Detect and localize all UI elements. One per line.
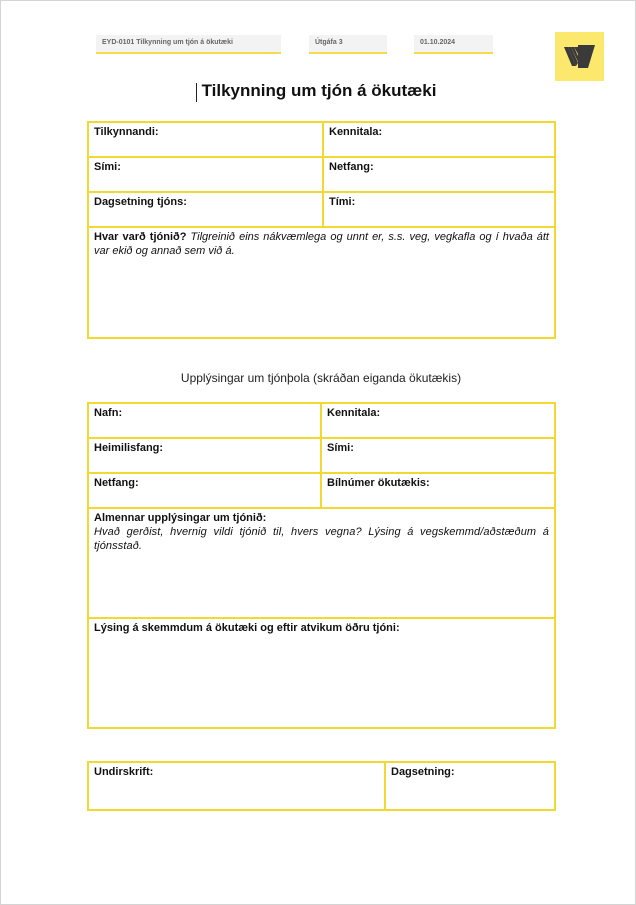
company-logo <box>555 32 604 81</box>
reporter-ssn-field[interactable] <box>323 122 555 157</box>
incident-location-label: Hvar varð tjónið? <box>94 231 187 243</box>
general-info-field[interactable] <box>88 508 555 618</box>
reporter-field[interactable] <box>88 122 323 157</box>
reporter-phone-field[interactable] <box>88 157 323 192</box>
section-subtitle: Upplýsingar um tjónþola (skráðan eiganda ökutækis) <box>180 371 462 385</box>
signature-table <box>87 761 556 811</box>
vehicle-plate-field[interactable] <box>321 473 555 508</box>
reporter-phone-label: Sími: <box>94 161 121 173</box>
header-doc-id: EYD-0101 Tilkynning um tjón á ökutæki <box>96 35 281 54</box>
incident-location-hint: Tilgreinið eins nákvæmlega og unnt er, s.s. veg, vegkafla og í hvaða átt var ekið og annað sem við á. <box>94 231 549 257</box>
damage-description-label: Lýsing á skemmdum á ökutæki og eftir atvikum öðru tjóni: <box>94 622 400 634</box>
damage-description-field[interactable] <box>88 618 555 728</box>
incident-time-field[interactable] <box>323 192 555 227</box>
reporter-label: Tilkynnandi: <box>94 126 159 138</box>
reporter-email-label: Netfang: <box>329 161 374 173</box>
incident-form-table <box>87 121 556 339</box>
general-info-label: Almennar upplýsingar um tjónið: <box>94 512 267 524</box>
reporter-ssn-label: Kennitala: <box>329 126 383 138</box>
signature-date-label: Dagsetning: <box>391 766 455 778</box>
incident-location-field[interactable] <box>88 227 555 338</box>
owner-email-label: Netfang: <box>94 477 139 489</box>
company-logo-icon <box>564 45 595 68</box>
signature-field[interactable] <box>88 762 385 810</box>
owner-address-label: Heimilisfang: <box>94 442 164 454</box>
incident-date-field[interactable] <box>88 192 323 227</box>
text-cursor <box>196 83 197 102</box>
owner-form-table <box>87 402 556 729</box>
reporter-email-field[interactable] <box>323 157 555 192</box>
header-date: 01.10.2024 <box>414 35 493 54</box>
owner-name-field[interactable] <box>88 403 321 438</box>
incident-time-label: Tími: <box>329 196 356 208</box>
signature-date-field[interactable] <box>385 762 555 810</box>
owner-email-field[interactable] <box>88 473 321 508</box>
incident-date-label: Dagsetning tjóns: <box>94 196 187 208</box>
header-version: Útgáfa 3 <box>309 35 387 54</box>
general-info-hint: Hvað gerðist, hvernig vildi tjónið til, hvers vegna? Lýsing á vegskemmd/aðstæðum á tjónsstað. <box>94 526 549 552</box>
owner-name-label: Nafn: <box>94 407 123 419</box>
signature-label: Undirskrift: <box>94 766 154 778</box>
owner-phone-field[interactable] <box>321 438 555 473</box>
vehicle-plate-label: Bílnúmer ökutækis: <box>327 477 430 489</box>
owner-ssn-label: Kennitala: <box>327 407 381 419</box>
owner-ssn-field[interactable] <box>321 403 555 438</box>
owner-address-field[interactable] <box>88 438 321 473</box>
page-title: Tilkynning um tjón á ökutæki <box>201 81 437 100</box>
owner-phone-label: Sími: <box>327 442 354 454</box>
